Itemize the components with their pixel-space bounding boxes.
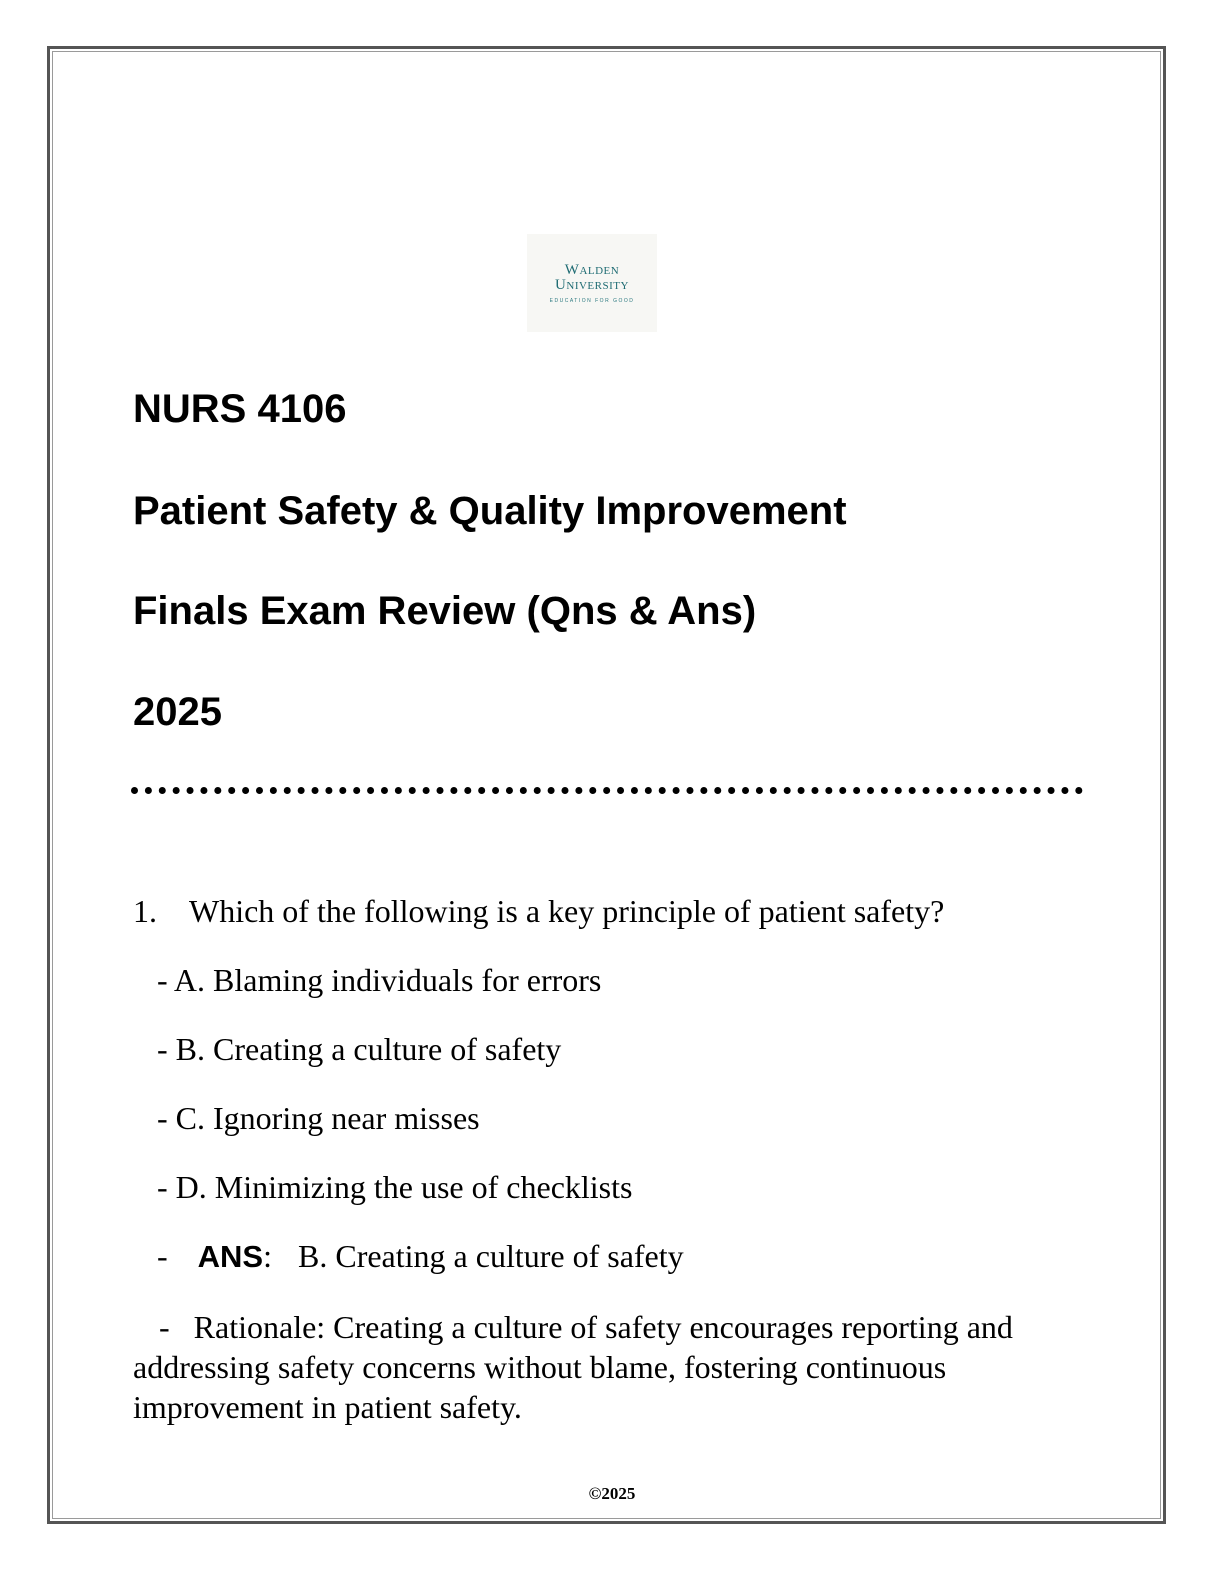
course-title: Patient Safety & Quality Improvement bbox=[133, 489, 847, 533]
university-logo bbox=[527, 234, 657, 332]
rationale-prefix: - Rationale: bbox=[159, 1309, 326, 1345]
answer-colon: : bbox=[263, 1238, 272, 1274]
answer-label: ANS bbox=[197, 1239, 264, 1274]
logo-line-1: Walden bbox=[564, 262, 620, 278]
option-a: - A. Blaming individuals for errors bbox=[157, 962, 602, 998]
exam-year: 2025 bbox=[133, 690, 222, 734]
dotted-divider bbox=[131, 787, 1083, 794]
answer-text: B. Creating a culture of safety bbox=[298, 1238, 684, 1274]
option-b: - B. Creating a culture of safety bbox=[157, 1031, 562, 1067]
answer-dash: - bbox=[157, 1238, 168, 1274]
question-text: Which of the following is a key principle of patient safety? bbox=[189, 893, 945, 929]
exam-title: Finals Exam Review (Qns & Ans) bbox=[133, 589, 757, 633]
option-d: - D. Minimizing the use of checklists bbox=[157, 1169, 633, 1205]
logo-tagline: EDUCATION FOR GOOD bbox=[549, 298, 635, 304]
question-number: 1. bbox=[133, 893, 157, 929]
rationale-paragraph bbox=[133, 1307, 1093, 1427]
answer-line bbox=[157, 1238, 684, 1275]
rationale-text: Creating a culture of safety encourages reporting and addressing safety concerns without blame, fostering continuous improvement in patient safety. bbox=[133, 1309, 1013, 1425]
course-code: NURS 4106 bbox=[133, 387, 347, 431]
option-c: - C. Ignoring near misses bbox=[157, 1100, 480, 1136]
logo-line-2: University bbox=[555, 277, 629, 293]
copyright-footer: ©2025 bbox=[588, 1484, 636, 1503]
